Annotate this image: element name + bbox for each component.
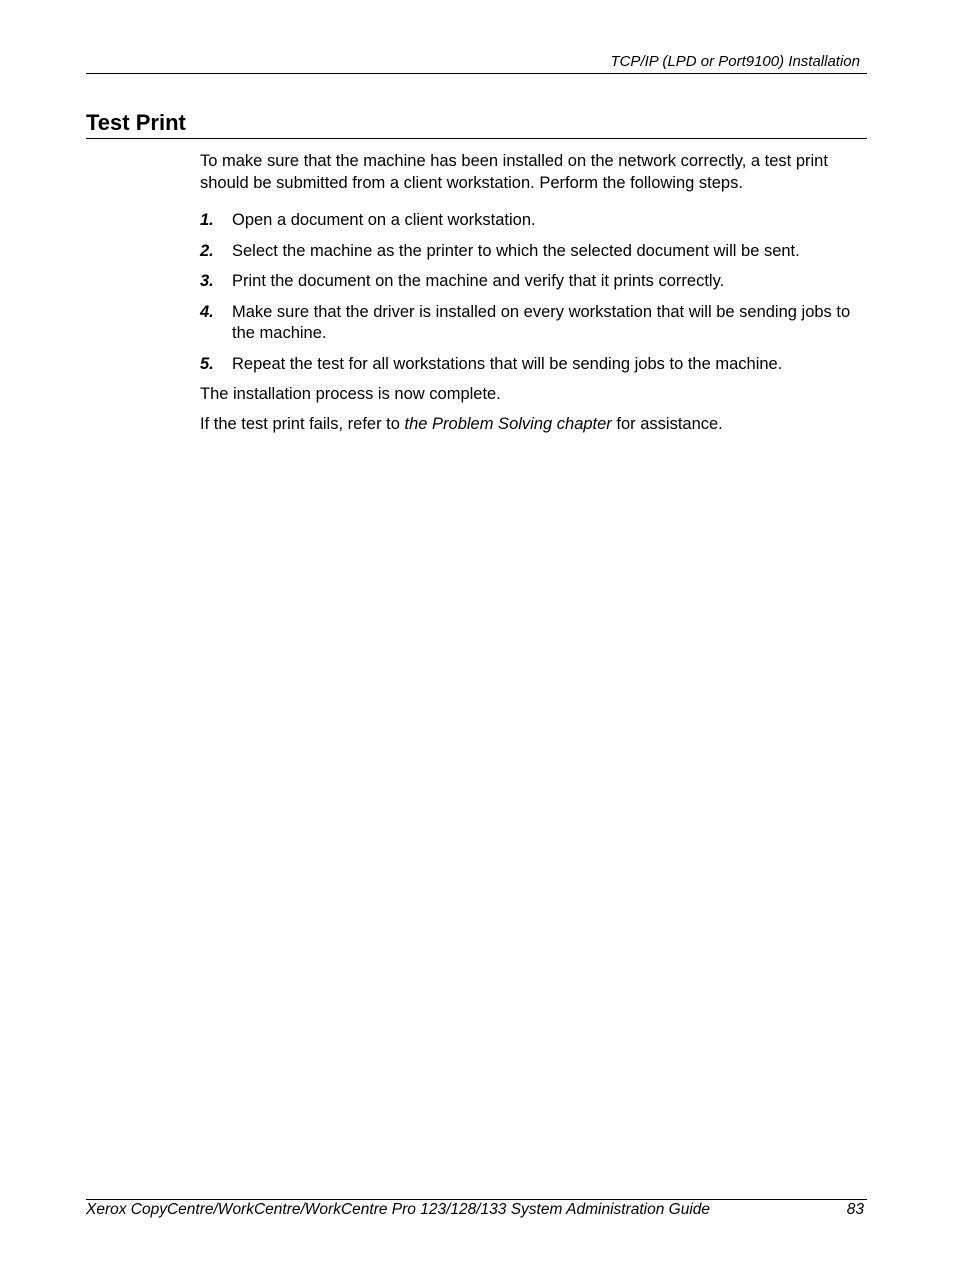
failure-note-after: for assistance. <box>611 414 723 433</box>
section-title: Test Print <box>86 110 186 135</box>
footer-title: Xerox CopyCentre/WorkCentre/WorkCentre Pro 123/128/133 System Administration Guide <box>86 1201 711 1218</box>
step-number: 2. <box>200 241 214 260</box>
header-rule <box>86 73 867 74</box>
list-item <box>200 210 866 232</box>
step-text: Make sure that the driver is installed on every workstation that will be sending jobs to the machine. <box>232 302 851 342</box>
title-rule <box>86 138 867 139</box>
intro-paragraph: To make sure that the machine has been installed on the network correctly, a test print should be submitted from a client workstation. Perform the following steps. <box>200 152 828 192</box>
step-text: Print the document on the machine and verify that it prints correctly. <box>232 272 725 290</box>
completion-paragraph: The installation process is now complete. <box>200 385 501 403</box>
step-number: 5. <box>200 354 214 373</box>
steps-list <box>200 210 866 375</box>
step-number: 1. <box>200 211 214 229</box>
step-number: 3. <box>200 272 214 290</box>
list-item <box>200 354 866 376</box>
problem-solving-reference: the Problem Solving chapter <box>404 414 612 433</box>
list-item <box>200 241 866 263</box>
step-text: Select the machine as the printer to which the selected document will be sent. <box>232 241 800 260</box>
list-item <box>200 302 866 345</box>
failure-note-paragraph <box>200 414 866 436</box>
page-number: 83 <box>846 1201 864 1218</box>
step-text: Open a document on a client workstation. <box>232 211 536 229</box>
step-text: Repeat the test for all workstations that will be sending jobs to the machine. <box>232 354 783 373</box>
list-item <box>200 271 866 293</box>
step-number: 4. <box>200 302 214 321</box>
running-header: TCP/IP (LPD or Port9100) Installation <box>610 53 860 70</box>
section-body <box>200 151 866 443</box>
failure-note-before: If the test print fails, refer to <box>200 414 405 433</box>
